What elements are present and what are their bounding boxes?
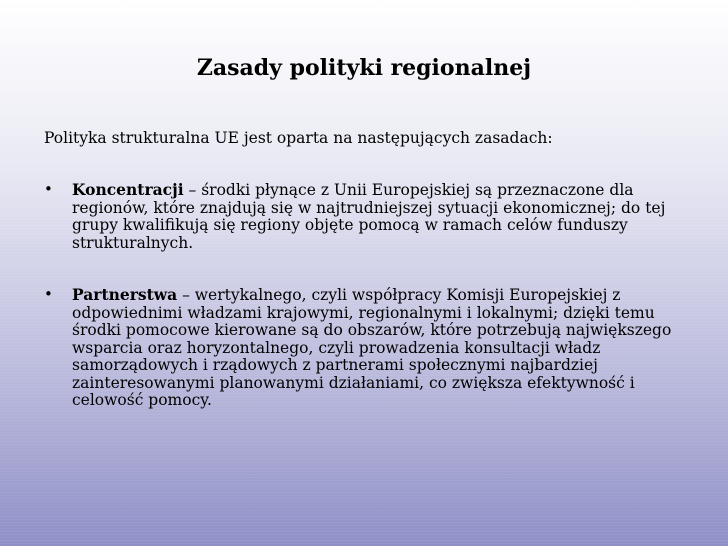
bullet-marker: • — [44, 285, 53, 303]
bullet-item-partnerstwa — [44, 286, 694, 410]
bullet-term: Partnerstwa — [72, 285, 178, 304]
bullet-term: Koncentracji — [72, 180, 184, 199]
bullet-list — [44, 181, 694, 410]
bullet-item-koncentracji — [44, 181, 694, 252]
intro-text: Polityka strukturalna UE jest oparta na następujących zasadach: — [44, 129, 553, 147]
bullet-text: – wertykalnego, czyli współpracy Komisji Europejskiej z odpowiednimi władzami krajowymi, regionalnymi i lokalnymi; dzięki temu środki pomocowe kierowane są do obszarów, które potrzebują największego wsparcia oraz horyzontalnego, czyli prowadzenia konsultacji władz samorządowych i rządowych z partnerami społecznymi najbardziej zainteresowanymi planowanymi działaniami, co zwiększa efektywność i celowość pomocy. — [72, 286, 672, 409]
bullet-text: – środki płynące z Unii Europejskiej są przeznaczone dla regionów, które znajdują się w najtrudniejszej sytuacji ekonomicznej; do tej grupy kwalifikują się regiony objęte pomocą w ramach celów funduszy strukturalnych. — [72, 181, 666, 252]
slide-title: Zasady polityki regionalnej — [196, 55, 532, 81]
bullet-marker: • — [44, 180, 53, 198]
